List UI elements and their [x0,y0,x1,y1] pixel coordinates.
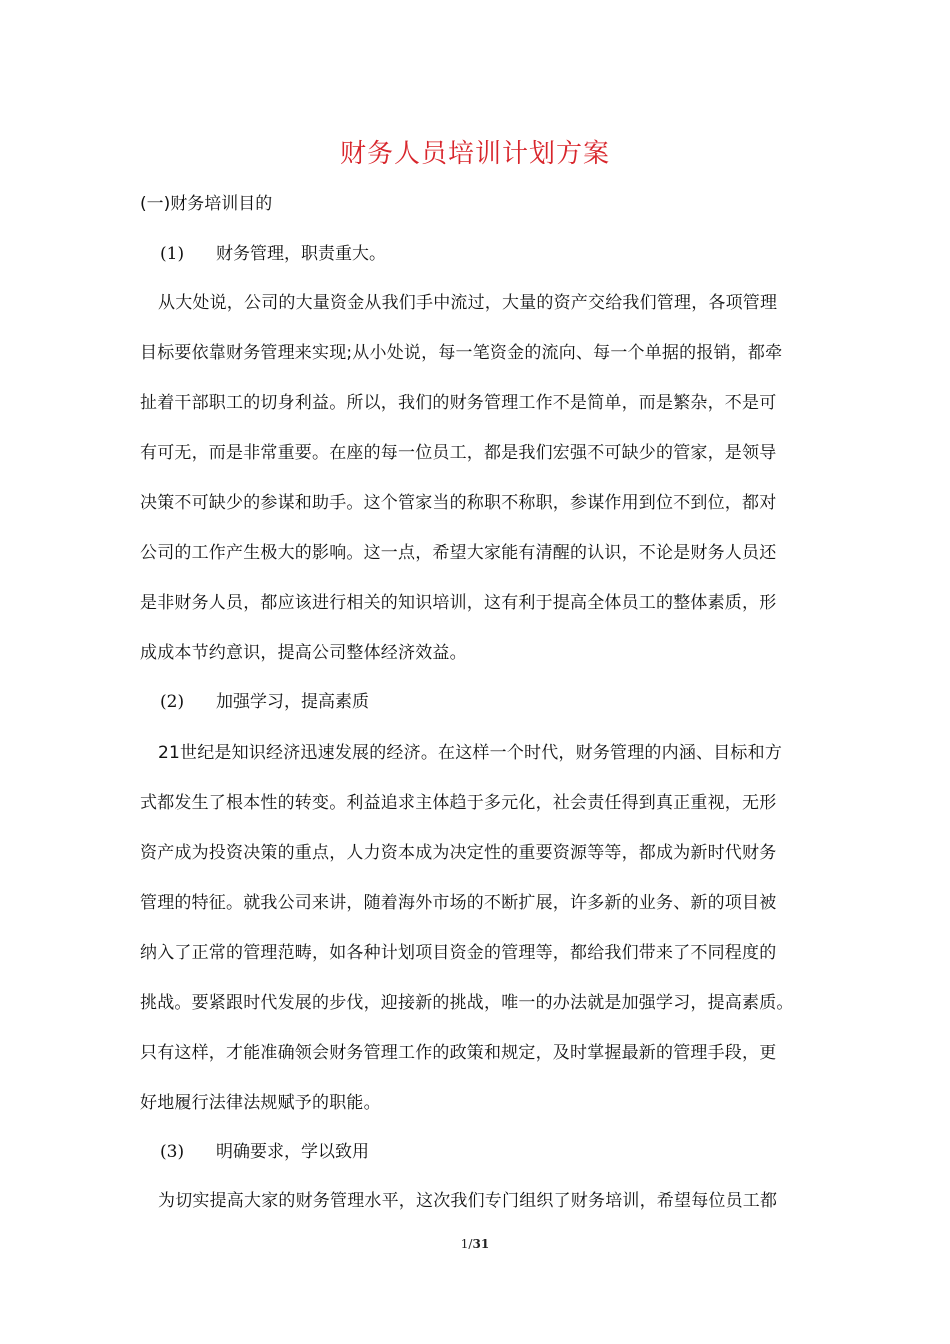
paragraph-2 [140,728,818,1128]
item-heading-3 [160,1138,369,1166]
paragraph-line: 为切实提高大家的财务管理水平，这次我们专门组织了财务培训，希望每位员工都 [158,1191,778,1211]
paragraph-line: 资产成为投资决策的重点，人力资本成为决定性的重要资源等等，都成为新时代财务 [140,843,777,863]
paragraph-line: 挑战。要紧跟时代发展的步伐，迎接新的挑战，唯一的办法就是加强学习，提高素质。 [140,993,794,1013]
paragraph-line: 成成本节约意识，提高公司整体经济效益。 [140,643,467,663]
paragraph-line: 纳入了正常的管理范畴，如各种计划项目资金的管理等，都给我们带来了不同程度的 [140,943,777,963]
item-heading-2 [160,688,369,716]
paragraph-3 [140,1176,818,1226]
paragraph-line: 是非财务人员，都应该进行相关的知识培训，这有利于提高全体员工的整体素质，形 [140,593,777,613]
paragraph-line: 公司的工作产生极大的影响。这一点，希望大家能有清醒的认识，不论是财务人员还 [140,543,777,563]
paragraph-line: 从大处说，公司的大量资金从我们手中流过，大量的资产交给我们管理，各项管理 [158,293,778,313]
paragraph-line: 决策不可缺少的参谋和助手。这个管家当的称职不称职，参谋作用到位不到位，都对 [140,493,777,513]
item-heading-text: 财务管理，职责重大。 [216,244,386,264]
paragraph-1 [140,278,818,678]
paragraph-line: 扯着干部职工的切身利益。所以，我们的财务管理工作不是简单，而是繁杂，不是可 [140,393,777,413]
item-number: (2) [160,692,185,712]
item-number: (3) [160,1142,185,1162]
item-heading-text: 明确要求，学以致用 [216,1142,369,1162]
paragraph-line: 目标要依靠财务管理来实现;从小处说，每一笔资金的流向、每一个单据的报销，都牵 [140,343,783,363]
paragraph-line: 好地履行法律法规赋予的职能。 [140,1093,381,1113]
paragraph-line: 只有这样，才能准确领会财务管理工作的政策和规定，及时掌握最新的管理手段，更 [140,1043,777,1063]
paragraph-line: 有可无，而是非常重要。在座的每一位员工，都是我们宏强不可缺少的管家，是领导 [140,443,777,463]
item-heading-text: 加强学习，提高素质 [216,692,369,712]
section-heading: (一)财务培训目的 [140,194,273,214]
page-current: 1/ [460,1237,473,1251]
paragraph-line: 式都发生了根本性的转变。利益追求主体趋于多元化，社会责任得到真正重视，无形 [140,793,777,813]
document-title: 财务人员培训计划方案 [339,139,610,169]
paragraph-line: 管理的特征。就我公司来讲，随着海外市场的不断扩展，许多新的业务、新的项目被 [140,893,777,913]
item-number: (1) [160,244,185,264]
paragraph-line: 21世纪是知识经济迅速发展的经济。在这样一个时代，财务管理的内涵、目标和方 [158,743,783,763]
page-total: 31 [472,1237,490,1251]
item-heading-1 [160,240,386,268]
page-number [0,1236,950,1252]
